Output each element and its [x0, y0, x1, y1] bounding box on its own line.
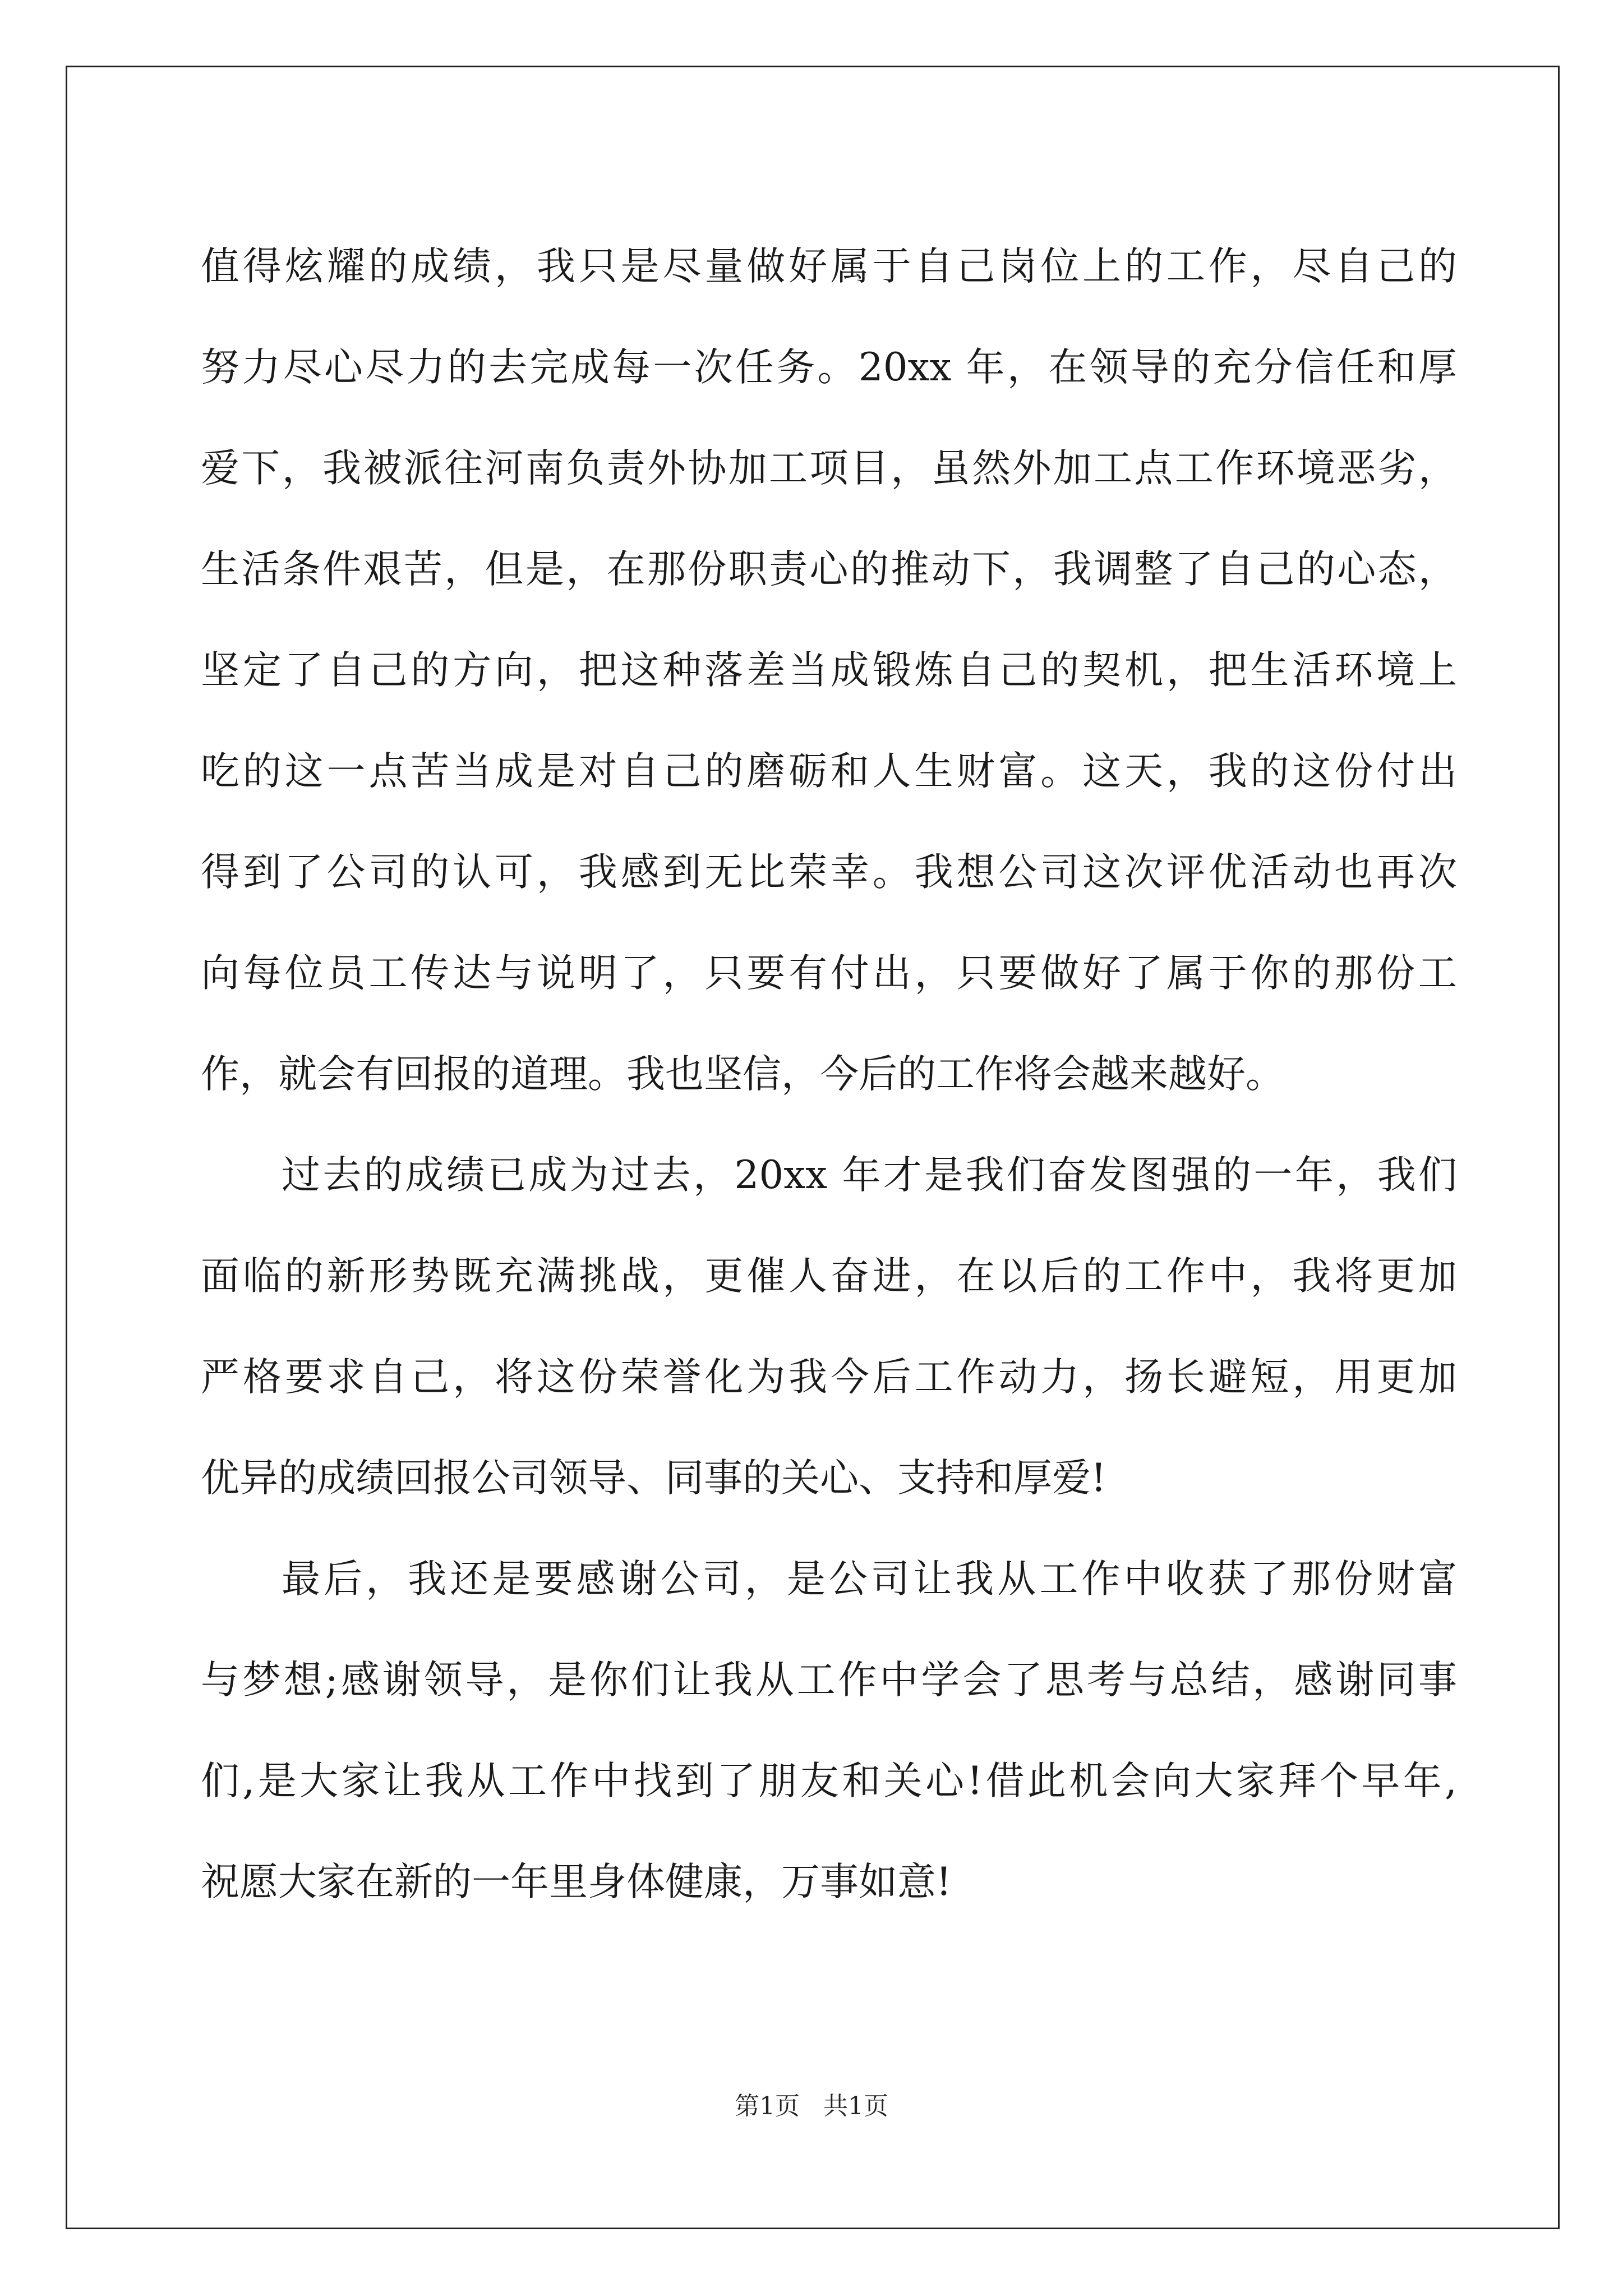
paragraph-start: 过去的成绩已成为过去，20xx 年才是我们奋发图强的一年，我们	[282, 1153, 1457, 1198]
text-line: 优异的成绩回报公司领导、同事的关心、支持和厚爱!	[201, 1456, 1106, 1501]
text-line: 爱下，我被派往河南负责外协加工项目，虽然外加工点工作环境恶劣，	[201, 446, 1457, 491]
text-line: 得到了公司的认可，我感到无比荣幸。我想公司这次评优活动也再次	[201, 850, 1457, 895]
text-line: 严格要求自己，将这份荣誉化为我今后工作动力，扬长避短，用更加	[201, 1355, 1457, 1400]
text-line: 作，就会有回报的道理。我也坚信，今后的工作将会越来越好。	[201, 1052, 1284, 1097]
text-line: 值得炫耀的成绩，我只是尽量做好属于自己岗位上的工作，尽自己的	[201, 244, 1457, 289]
page-footer	[0, 2090, 1623, 2123]
text-line: 生活条件艰苦，但是，在那份职责心的推动下，我调整了自己的心态，	[201, 547, 1457, 592]
text-line: 们,是大家让我从工作中找到了朋友和关心!借此机会向大家拜个早年,	[201, 1759, 1457, 1803]
document-body	[201, 216, 1457, 1932]
text-line: 祝愿大家在新的一年里身体健康，万事如意!	[201, 1860, 952, 1904]
text-line: 坚定了自己的方向，把这种落差当成锻炼自己的契机，把生活环境上	[201, 648, 1457, 693]
page-number: 第1页	[735, 2092, 800, 2120]
text-line: 努力尽心尽力的去完成每一次任务。20xx 年，在领导的充分信任和厚	[201, 345, 1457, 390]
text-line: 向每位员工传达与说明了，只要有付出，只要做好了属于你的那份工	[201, 951, 1457, 996]
page-total: 共1页	[823, 2092, 888, 2120]
text-line: 与梦想;感谢领导，是你们让我从工作中学会了思考与总结，感谢同事	[201, 1658, 1457, 1703]
text-line: 面临的新形势既充满挑战，更催人奋进，在以后的工作中，我将更加	[201, 1254, 1457, 1299]
text-line: 吃的这一点苦当成是对自己的磨砺和人生财富。这天，我的这份付出	[201, 749, 1457, 794]
paragraph-start: 最后，我还是要感谢公司，是公司让我从工作中收获了那份财富	[282, 1557, 1457, 1602]
